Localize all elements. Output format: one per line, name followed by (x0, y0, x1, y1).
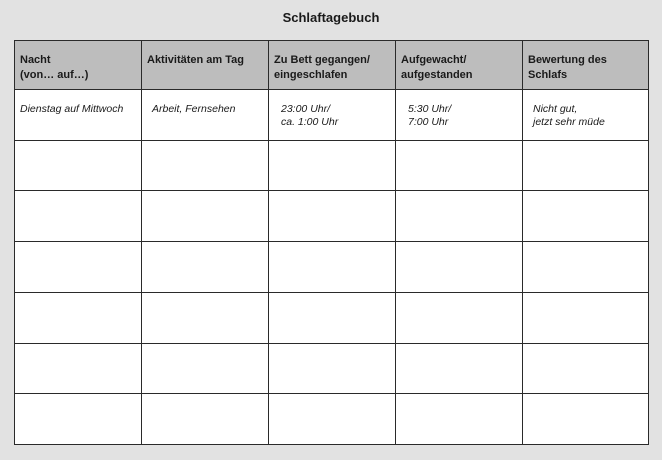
empty-row (15, 343, 649, 394)
example-bedtime-cell[interactable]: 23:00 Uhr/ ca. 1:00 Uhr (269, 90, 396, 141)
rating-cell[interactable] (523, 242, 649, 293)
example-wakeup-cell[interactable]: 5:30 Uhr/ 7:00 Uhr (396, 90, 523, 141)
rating-cell[interactable] (523, 191, 649, 242)
empty-row (15, 292, 649, 343)
empty-row (15, 394, 649, 445)
wakeup-cell[interactable] (396, 292, 523, 343)
activities-cell[interactable] (142, 242, 269, 293)
activities-cell[interactable] (142, 140, 269, 191)
wakeup-cell[interactable] (396, 394, 523, 445)
night-cell[interactable] (15, 394, 142, 445)
example-night-cell[interactable]: Dienstag auf Mittwoch (15, 90, 142, 141)
wakeup-cell[interactable] (396, 343, 523, 394)
example-rating-cell[interactable]: Nicht gut, jetzt sehr müde (523, 90, 649, 141)
rating-cell[interactable] (523, 140, 649, 191)
wakeup-cell[interactable] (396, 242, 523, 293)
night-cell[interactable] (15, 140, 142, 191)
bedtime-cell[interactable] (269, 191, 396, 242)
rating-cell[interactable] (523, 394, 649, 445)
night-cell[interactable] (15, 343, 142, 394)
empty-row (15, 140, 649, 191)
bedtime-cell[interactable] (269, 292, 396, 343)
example-activities-cell[interactable]: Arbeit, Fernsehen (142, 90, 269, 141)
page-title: Schlaftagebuch (282, 10, 380, 25)
night-cell[interactable] (15, 191, 142, 242)
rating-cell[interactable] (523, 343, 649, 394)
bedtime-cell[interactable] (269, 343, 396, 394)
header-wakeup: Aufgewacht/ aufgestanden (396, 41, 523, 90)
night-cell[interactable] (15, 242, 142, 293)
header-night: Nacht (von… auf…) (15, 41, 142, 90)
header-rating: Bewertung des Schlafs (523, 41, 649, 90)
rating-cell[interactable] (523, 292, 649, 343)
night-cell[interactable] (15, 292, 142, 343)
activities-cell[interactable] (142, 292, 269, 343)
header-activities: Aktivitäten am Tag (142, 41, 269, 90)
bedtime-cell[interactable] (269, 394, 396, 445)
header-bedtime: Zu Bett gegangen/ eingeschlafen (269, 41, 396, 90)
activities-cell[interactable] (142, 343, 269, 394)
activities-cell[interactable] (142, 394, 269, 445)
header-row (15, 41, 649, 90)
empty-row (15, 191, 649, 242)
sleep-diary-table (14, 40, 649, 445)
bedtime-cell[interactable] (269, 242, 396, 293)
wakeup-cell[interactable] (396, 140, 523, 191)
activities-cell[interactable] (142, 191, 269, 242)
example-row (15, 90, 649, 141)
bedtime-cell[interactable] (269, 140, 396, 191)
empty-row (15, 242, 649, 293)
wakeup-cell[interactable] (396, 191, 523, 242)
